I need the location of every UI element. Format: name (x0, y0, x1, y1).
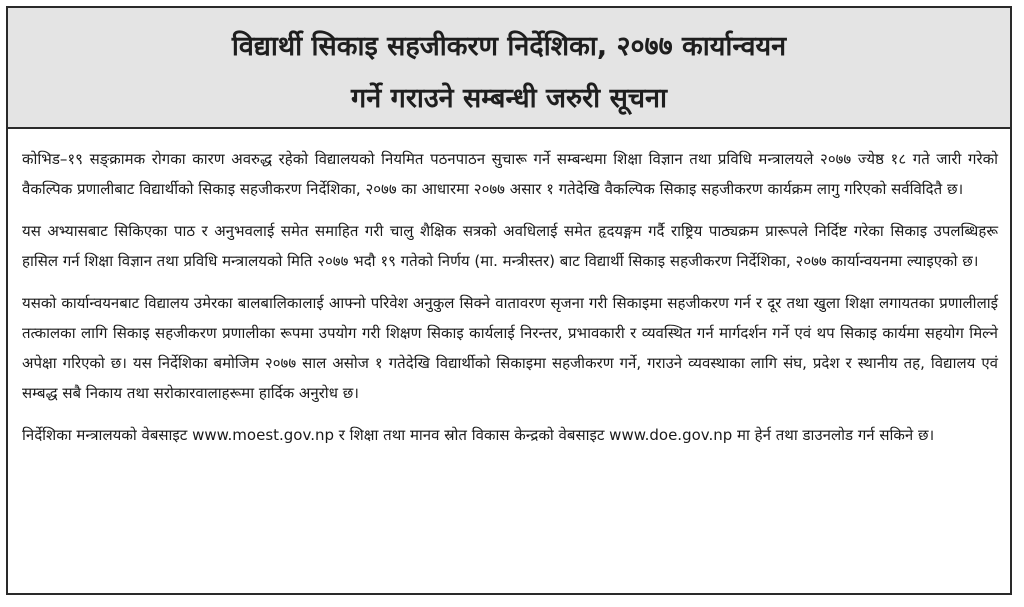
paragraph-website-info: निर्देशिका मन्त्रालयको वेबसाइट www.moest.gov.np र शिक्षा तथा मानव स्रोत विकास केन्द्रको वेबसाइट www.doe.gov.np मा हेर्न तथा डाउनलोड गर्न सकिने छ। (22, 426, 935, 444)
notice-body (22, 144, 998, 462)
notice-header (8, 8, 1010, 129)
notice-title-line-1: विद्यार्थी सिकाइ सहजीकरण निर्देशिका, २०७७ कार्यान्वयन (231, 31, 787, 62)
notice-box (6, 6, 1012, 595)
paragraph-directive-implementation: यस अभ्यासबाट सिकिएका पाठ र अनुभवलाई समेत समाहित गरी चालु शैक्षिक सत्रको अवधिलाई समेत हृदयङ्गम गर्दै राष्ट्रिय पाठ्यक्रम प्रारूपले निर्दिष्ट गरेका सिकाइ उपलब्धिहरू हासिल गर्न शिक्षा विज्ञान तथा प्रविधि मन्त्रालयको मिति २०७७ भदौ १९ गतेको निर्णय (मा. मन्त्रीस्तर) बाट विद्यार्थी सिकाइ सहजीकरण निर्देशिका, २०७७ कार्यान्वयनमा ल्याइएको छ। (22, 222, 998, 270)
paragraph-implementation-request: यसको कार्यान्वयनबाट विद्यालय उमेरका बालबालिकालाई आफ्नो परिवेश अनुकुल सिक्ने वातावरण सृजना गरी सिकाइमा सहजीकरण गर्न र दूर तथा खुला शिक्षा लगायतका प्रणालीलाई तत्कालका लागि सिकाइ सहजीकरण प्रणालीका रूपमा उपयोग गरी शिक्षण सिकाइ कार्यलाई निरन्तर, प्रभावकारी र व्यवस्थित गर्न मार्गदर्शन गर्ने एवं थप सिकाइ कार्यमा सहयोग मिल्ने अपेक्षा गरिएको छ। यस निर्देशिका बमोजिम २०७७ साल असोज १ गतेदेखि विद्यार्थीको सिकाइमा सहजीकरण गर्ने, गराउने व्यवस्थाका लागि संघ, प्रदेश र स्थानीय तह, विद्यालय एवं सम्बद्ध सबै निकाय तथा सरोकारवालाहरूमा हार्दिक अनुरोध छ। (22, 294, 998, 402)
paragraph-covid-background: कोभिड–१९ सङ्क्रामक रोगका कारण अवरुद्ध रहेको विद्यालयको नियमित पठनपाठन सुचारू गर्ने सम्बन्धमा शिक्षा विज्ञान तथा प्रविधि मन्त्रालयले २०७७ ज्येष्ठ १८ गते जारी गरेको वैकल्पिक प्रणालीबाट विद्यार्थीको सिकाइ सहजीकरण निर्देशिका, २०७७ का आधारमा २०७७ असार १ गतेदेखि वैकल्पिक सिकाइ सहजीकरण कार्यक्रम लागु गरिएको सर्वविदितै छ। (22, 150, 998, 198)
notice-title-line-2: गर्ने गराउने सम्बन्धी जरुरी सूचना (351, 83, 667, 114)
